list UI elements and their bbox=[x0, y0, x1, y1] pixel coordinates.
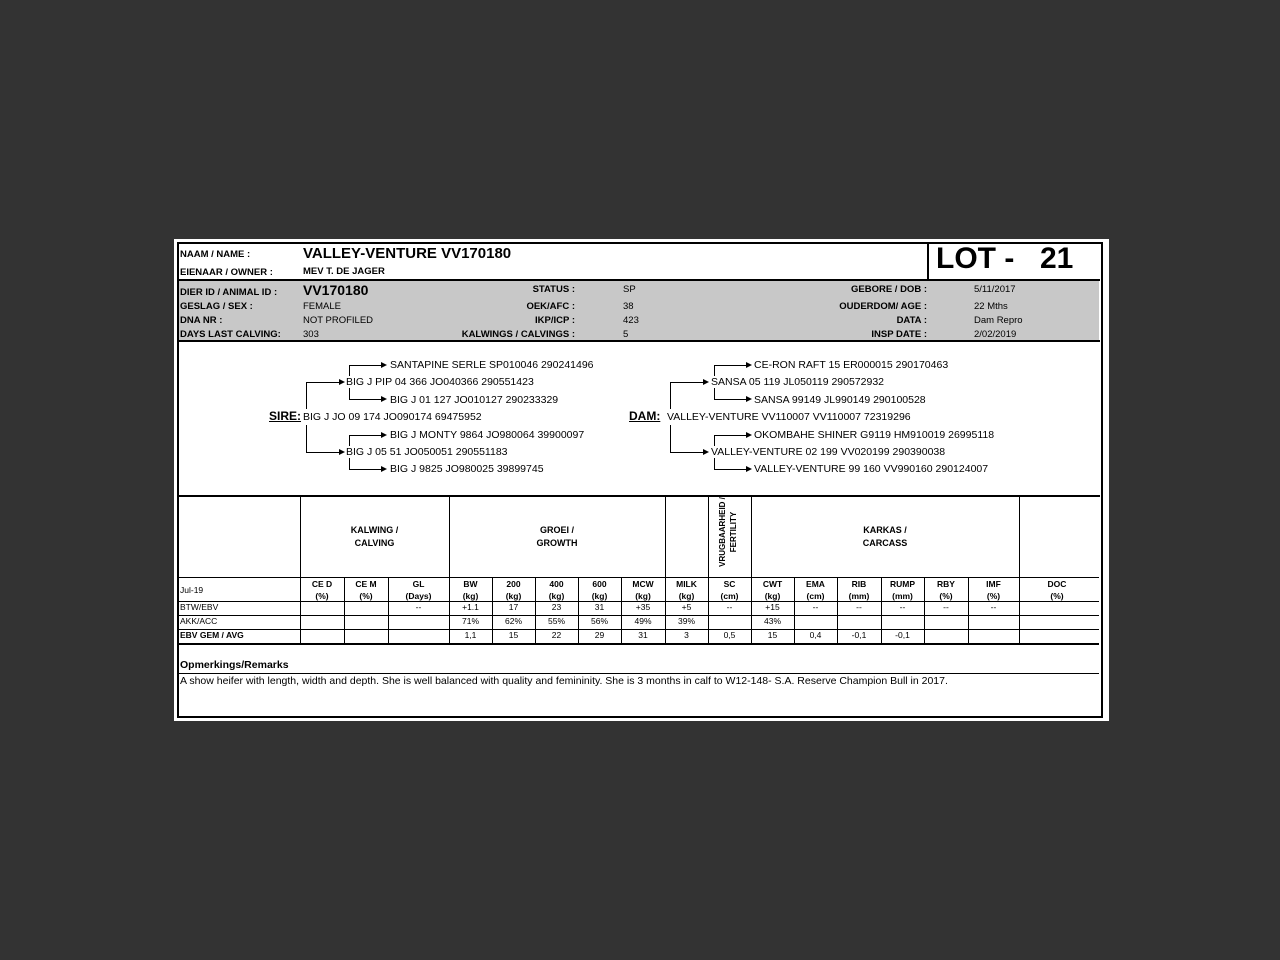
animal-id-label: DIER ID / ANIMAL ID : bbox=[180, 287, 278, 298]
details-divider bbox=[178, 340, 1100, 342]
col-header-unit: (mm) bbox=[892, 591, 913, 601]
group-carcass bbox=[751, 524, 1019, 550]
col-header-unit: (kg) bbox=[678, 591, 695, 601]
arrow-ss-dam bbox=[349, 399, 385, 400]
row-label-0: BTW/EBV bbox=[180, 602, 219, 612]
group-carcass-line2: CARCASS bbox=[862, 538, 908, 548]
arrow-ds-dam bbox=[714, 399, 750, 400]
col-header-doc bbox=[1019, 578, 1095, 602]
col-header-rby bbox=[924, 578, 968, 602]
dam-dam-dam: VALLEY-VENTURE 99 160 VV990160 290124007 bbox=[754, 463, 989, 475]
grid-v-milk bbox=[708, 496, 709, 644]
grid-v-carcass bbox=[1019, 496, 1020, 644]
ebv-cell: -0,1 bbox=[895, 630, 910, 640]
ebv-cell: -- bbox=[726, 602, 733, 612]
sire-dam-dam: BIG J 9825 JO980025 39899745 bbox=[390, 463, 544, 475]
row-label-2: EBV GEM / AVG bbox=[180, 630, 244, 640]
status-value: SP bbox=[623, 284, 636, 295]
dam-name: VALLEY-VENTURE VV110007 VV110007 72319296 bbox=[667, 411, 911, 423]
col-header-unit: (%) bbox=[359, 591, 373, 601]
ebv-cell: 0,5 bbox=[723, 630, 736, 640]
col-header-unit: (kg) bbox=[505, 591, 522, 601]
group-calving-line1: KALWING / bbox=[350, 525, 399, 535]
group-fertility-line1: VRUGBAARHEID / bbox=[718, 497, 727, 567]
ebv-cell: +5 bbox=[681, 602, 692, 612]
col-header-unit: (%) bbox=[939, 591, 953, 601]
remarks-text: A show heifer with length, width and depth. She is well balanced with quality and femininity. She is 3 months in calf to W12-148- S.A. Reserve Champion Bull in 2017. bbox=[180, 675, 948, 687]
col-header-rump bbox=[881, 578, 924, 602]
grid-h-bottom bbox=[179, 643, 1099, 645]
ebv-cell: 31 bbox=[638, 630, 648, 640]
connector-ss-down bbox=[349, 388, 350, 399]
ebv-cell: +1.1 bbox=[462, 602, 479, 612]
connector-dd-down bbox=[714, 458, 715, 469]
sex-value: FEMALE bbox=[303, 301, 342, 312]
col-header-top: RUMP bbox=[889, 579, 916, 589]
lot-divider bbox=[927, 243, 929, 280]
dam-sire-dam: SANSA 99149 JL990149 290100528 bbox=[754, 394, 926, 406]
col-header-unit: (kg) bbox=[548, 591, 565, 601]
col-header-unit: (kg) bbox=[591, 591, 608, 601]
group-carcass-line1: KARKAS / bbox=[863, 525, 907, 535]
col-header-unit: (%) bbox=[315, 591, 329, 601]
ebv-cell: 71% bbox=[461, 616, 479, 626]
col-header-unit: (cm) bbox=[806, 591, 825, 601]
arrow-dd-sire bbox=[714, 435, 750, 436]
dam-lower-connector bbox=[670, 425, 671, 452]
ebv-cell: 15 bbox=[508, 630, 519, 640]
data-label: DATA : bbox=[896, 315, 927, 326]
ebv-cell: -0,1 bbox=[851, 630, 867, 640]
col-header-unit: (Days) bbox=[405, 591, 432, 601]
col-header-top: 600 bbox=[592, 579, 607, 589]
sire-name: BIG J JO 09 174 JO090174 69475952 bbox=[303, 411, 482, 423]
arrow-ds-sire bbox=[714, 365, 750, 366]
data-value: Dam Repro bbox=[974, 315, 1023, 326]
col-header-top: RBY bbox=[937, 579, 955, 589]
dam-upper-connector bbox=[670, 382, 671, 409]
ebv-cell: 62% bbox=[504, 616, 522, 626]
insp-date-label: INSP DATE : bbox=[871, 329, 927, 340]
col-header-unit: (%) bbox=[986, 591, 1001, 601]
calvings-value: 5 bbox=[623, 329, 629, 340]
group-growth-line1: GROEI / bbox=[539, 525, 574, 535]
dna-value: NOT PROFILED bbox=[303, 315, 374, 326]
dna-label: DNA NR : bbox=[180, 315, 223, 326]
connector-ds-up bbox=[714, 365, 715, 376]
ebv-cell: -- bbox=[899, 602, 906, 612]
col-header-ce-d bbox=[300, 578, 344, 602]
lot-number: 21 bbox=[1040, 242, 1074, 275]
connector-dd-up bbox=[714, 435, 715, 446]
col-header-unit: (kg) bbox=[635, 591, 651, 601]
ebv-cell: 0,4 bbox=[809, 630, 822, 640]
sire-dam-sire: BIG J MONTY 9864 JO980064 39900097 bbox=[390, 429, 585, 441]
arrow-ss-sire bbox=[349, 365, 385, 366]
ebv-cell: 23 bbox=[551, 602, 562, 612]
sire-upper-connector bbox=[306, 382, 307, 409]
col-header-milk bbox=[665, 578, 708, 602]
dob-label: GEBORE / DOB : bbox=[850, 284, 927, 295]
age-label: OUDERDOM/ AGE : bbox=[839, 301, 927, 312]
col-header-top: CWT bbox=[762, 579, 783, 589]
col-header-top: GL bbox=[412, 579, 425, 589]
col-header-top: MILK bbox=[676, 579, 697, 589]
lot-card bbox=[174, 239, 1109, 721]
ebv-cell: 1,1 bbox=[464, 630, 477, 640]
ebv-date: Jul-19 bbox=[180, 585, 204, 595]
ebv-cell: 56% bbox=[590, 616, 608, 626]
group-growth-line2: GROWTH bbox=[536, 538, 578, 548]
ebv-cell: 49% bbox=[634, 616, 652, 626]
col-header-unit: (%) bbox=[1050, 591, 1064, 601]
dam-dam-sire: OKOMBAHE SHINER G9119 HM910019 26995118 bbox=[754, 429, 995, 441]
dam-dam: VALLEY-VENTURE 02 199 VV020199 290390038 bbox=[711, 446, 946, 458]
arrow-sire-sire bbox=[306, 382, 343, 383]
sire-sire-sire: SANTAPINE SERLE SP010046 290241496 bbox=[390, 359, 594, 371]
col-header-top: RIB bbox=[851, 579, 867, 589]
dam-label: DAM: bbox=[629, 409, 661, 423]
col-header-top: MCW bbox=[632, 579, 654, 589]
arrow-sd-sire bbox=[349, 435, 385, 436]
days-calving-value: 303 bbox=[303, 329, 319, 340]
col-header-gl bbox=[388, 578, 449, 602]
connector-sd-down bbox=[349, 458, 350, 469]
connector-ss-up bbox=[349, 365, 350, 376]
insp-date-value: 2/02/2019 bbox=[974, 329, 1017, 340]
owner-value: MEV T. DE JAGER bbox=[303, 266, 385, 277]
arrow-sire-dam bbox=[306, 452, 343, 453]
col-header-top: CE M bbox=[355, 579, 377, 589]
col-header-top: BW bbox=[463, 579, 478, 589]
col-header-unit: (kg) bbox=[764, 591, 781, 601]
ebv-cell: 55% bbox=[547, 616, 565, 626]
ebv-cell: 31 bbox=[594, 602, 605, 612]
col-header-top: 200 bbox=[506, 579, 521, 589]
ebv-cell: -- bbox=[812, 602, 819, 612]
ebv-cell: 39% bbox=[677, 616, 695, 626]
remarks-divider bbox=[179, 673, 1099, 674]
col-header-unit: (mm) bbox=[848, 591, 870, 601]
col-header-mcw bbox=[621, 578, 665, 602]
animal-name: VALLEY-VENTURE VV170180 bbox=[303, 245, 512, 262]
col-header-unit: (kg) bbox=[462, 591, 479, 601]
arrow-dd-dam bbox=[714, 469, 750, 470]
dam-sire: SANSA 05 119 JL050119 290572932 bbox=[711, 376, 885, 388]
arrow-dam-dam bbox=[670, 452, 707, 453]
icp-value: 423 bbox=[623, 315, 639, 326]
col-header-ce-m bbox=[344, 578, 388, 602]
group-fertility-line2: FERTILITY bbox=[729, 511, 738, 553]
age-value: 22 Mths bbox=[974, 301, 1008, 312]
col-header-sc bbox=[708, 578, 751, 602]
sire-lower-connector bbox=[306, 425, 307, 452]
status-label: STATUS : bbox=[532, 284, 575, 295]
connector-ds-down bbox=[714, 388, 715, 399]
sex-label: GESLAG / SEX : bbox=[180, 301, 253, 312]
ebv-cell: -- bbox=[990, 602, 997, 612]
afc-value: 38 bbox=[623, 301, 634, 312]
group-calving-line2: CALVING bbox=[354, 538, 395, 548]
row-label-1: AKK/ACC bbox=[180, 616, 218, 626]
pedigree-divider bbox=[178, 495, 1100, 497]
col-header-200 bbox=[492, 578, 535, 602]
icp-label: IKP/ICP : bbox=[535, 315, 575, 326]
animal-id-value: VV170180 bbox=[303, 282, 369, 298]
ebv-cell: 3 bbox=[684, 630, 689, 640]
col-header-top: SC bbox=[723, 579, 736, 589]
ebv-cell: 43% bbox=[763, 616, 781, 626]
ebv-cell: -- bbox=[856, 602, 862, 612]
remarks-title: Opmerkings/Remarks bbox=[180, 659, 289, 671]
owner-label: EIENAAR / OWNER : bbox=[180, 267, 273, 278]
sire-dam: BIG J 05 51 JO050051 290551183 bbox=[346, 446, 508, 458]
connector-sd-up bbox=[349, 435, 350, 446]
col-header-cwt bbox=[751, 578, 794, 602]
col-header-imf bbox=[968, 578, 1019, 602]
group-fertility bbox=[717, 491, 743, 573]
col-header-unit: (cm) bbox=[720, 591, 739, 601]
col-header-rib bbox=[837, 578, 881, 602]
ebv-cell: -- bbox=[415, 602, 422, 612]
calvings-label: KALWINGS / CALVINGS : bbox=[461, 329, 575, 340]
col-header-bw bbox=[449, 578, 492, 602]
ebv-cell: 15 bbox=[767, 630, 778, 640]
arrow-dam-sire bbox=[670, 382, 707, 383]
group-growth bbox=[449, 524, 665, 550]
ebv-cell: +35 bbox=[635, 602, 651, 612]
ebv-cell: 22 bbox=[551, 630, 562, 640]
grid-v-label bbox=[300, 496, 301, 644]
col-header-top: 400 bbox=[549, 579, 564, 589]
lot-label: LOT - bbox=[936, 242, 1015, 275]
col-header-ema bbox=[794, 578, 837, 602]
name-label: NAAM / NAME : bbox=[180, 249, 251, 260]
col-header-top: DOC bbox=[1047, 579, 1067, 589]
col-header-top: IMF bbox=[986, 579, 1001, 589]
dob-value: 5/11/2017 bbox=[974, 284, 1016, 295]
col-header-top: CE D bbox=[311, 579, 333, 589]
sire-sire-dam: BIG J 01 127 JO010127 290233329 bbox=[390, 394, 559, 406]
arrow-sd-dam bbox=[349, 469, 385, 470]
afc-label: OEK/AFC : bbox=[526, 301, 575, 312]
sire-label: SIRE: bbox=[269, 409, 302, 423]
col-header-400 bbox=[535, 578, 578, 602]
col-header-top: EMA bbox=[806, 579, 825, 589]
ebv-cell: -- bbox=[943, 602, 949, 612]
days-calving-label: DAYS LAST CALVING: bbox=[180, 329, 281, 340]
ebv-cell: 29 bbox=[594, 630, 605, 640]
dam-sire-sire: CE-RON RAFT 15 ER000015 290170463 bbox=[754, 359, 949, 371]
col-header-600 bbox=[578, 578, 621, 602]
sire-sire: BIG J PIP 04 366 JO040366 290551423 bbox=[346, 376, 534, 388]
group-calving bbox=[300, 524, 449, 550]
ebv-cell: 17 bbox=[508, 602, 519, 612]
ebv-cell: +15 bbox=[765, 602, 780, 612]
